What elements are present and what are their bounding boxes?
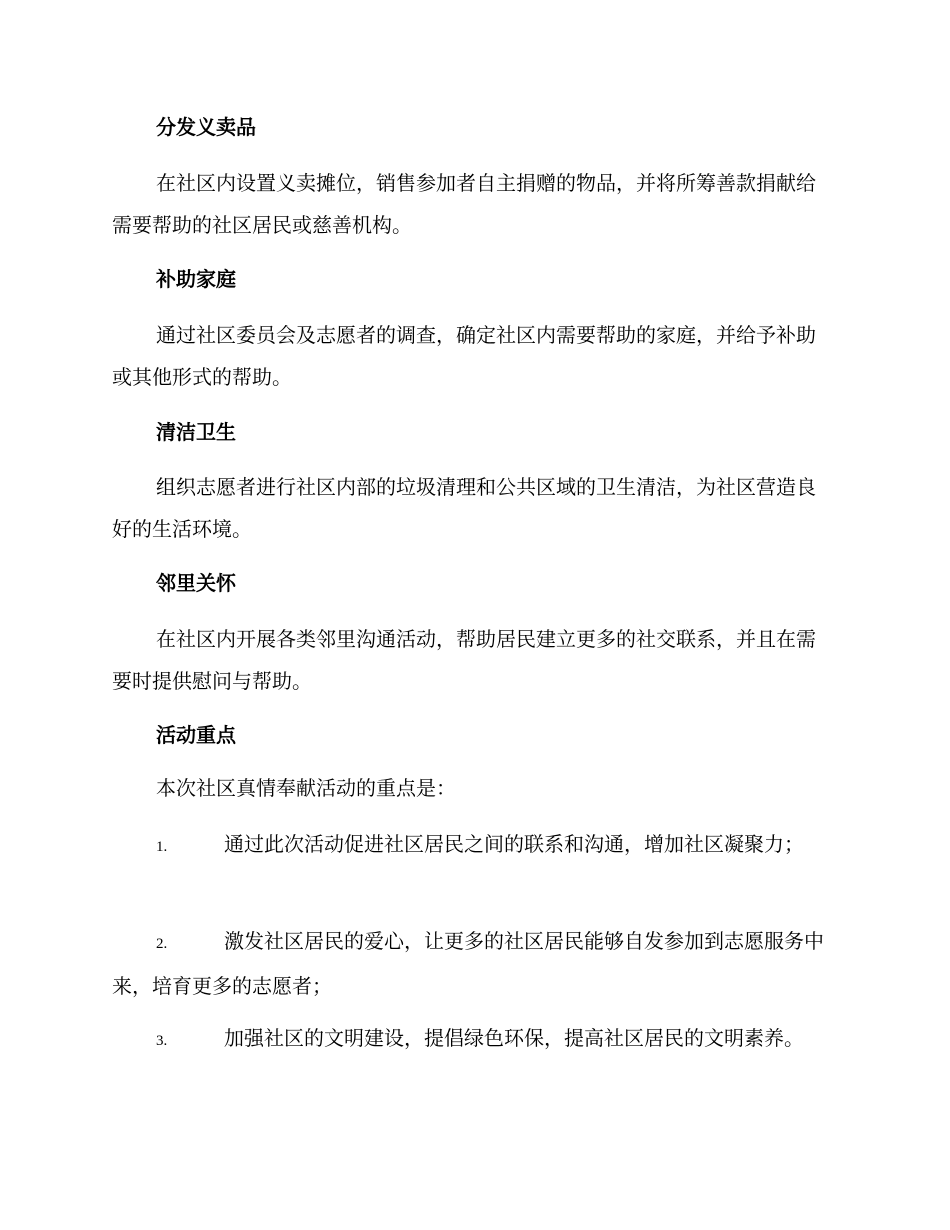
list-item — [112, 823, 832, 868]
section-heading-family-subsidy: 补助家庭 — [156, 267, 236, 291]
list-item-number: 1. — [156, 839, 168, 855]
section-body-cleaning: 组织志愿者进行社区内部的垃圾清理和公共区域的卫生清洁，为社区营造良好的生活环境。 — [112, 475, 816, 541]
list-item — [112, 1017, 832, 1062]
section-heading-cleaning: 清洁卫生 — [156, 420, 236, 444]
list-item-text: 激发社区居民的爱心，让更多的社区居民能够自发参加到志愿服务中来，培育更多的志愿者； — [112, 929, 824, 998]
section-heading-charity-sale: 分发义卖品 — [156, 115, 256, 139]
section-heading-focus: 活动重点 — [156, 723, 236, 747]
list-item-text: 加强社区的文明建设，提倡绿色环保，提高社区居民的文明素养。 — [224, 1026, 804, 1050]
list-item-number: 3. — [156, 1033, 168, 1049]
list-item-number: 2. — [156, 936, 168, 952]
section-heading-neighbor-care: 邻里关怀 — [156, 571, 236, 595]
section-body-family-subsidy: 通过社区委员会及志愿者的调查，确定社区内需要帮助的家庭，并给予补助或其他形式的帮助。 — [112, 323, 816, 389]
section-body-neighbor-care: 在社区内开展各类邻里沟通活动，帮助居民建立更多的社交联系，并且在需要时提供慰问与帮助。 — [112, 627, 816, 693]
section-body-charity-sale: 在社区内设置义卖摊位，销售参加者自主捐赠的物品，并将所筹善款捐献给需要帮助的社区居民或慈善机构。 — [112, 171, 816, 237]
focus-intro: 本次社区真情奉献活动的重点是： — [156, 776, 456, 800]
list-item — [112, 920, 832, 1007]
list-item-text: 通过此次活动促进社区居民之间的联系和沟通，增加社区凝聚力； — [224, 832, 804, 856]
